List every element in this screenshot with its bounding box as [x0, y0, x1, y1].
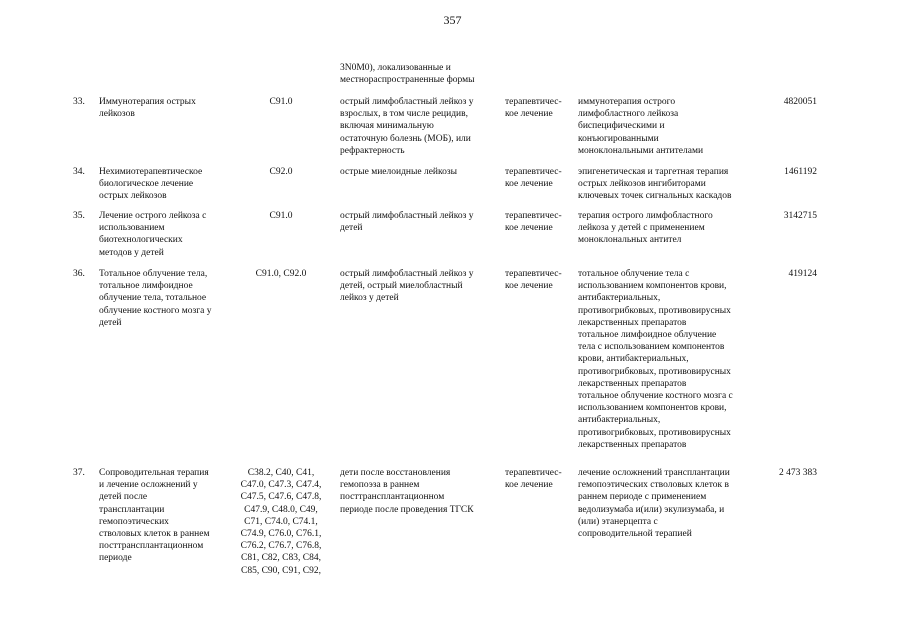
continuation-model-cell: 3N0M0), локализованные и местнораспространенные формы [340, 63, 475, 86]
row-number: 36. [73, 269, 85, 279]
care-type-name: Сопроводительная терапия и лечение осложнений у детей после трансплантации гемопоэтических стволовых клеток в раннем посттрансплантационном периоде [99, 468, 210, 564]
patient-model: острый лимфобластный лейкоз у детей [340, 211, 474, 234]
treatment-method: лечение осложнений трансплантации гемопоэтических стволовых клеток в раннем периоде с применением ведолизумаба и(или) экулизумаба, и (или) этанерцепта с сопроводительной терапией [578, 468, 730, 540]
standard-cost: 3142715 [783, 211, 817, 221]
patient-model: острые миелоидные лейкозы [340, 167, 458, 177]
page-number: 357 [443, 13, 462, 27]
treatment-type: терапевтичес- кое лечение [505, 468, 562, 491]
patient-model: острый лимфобластный лейкоз у детей, острый миелобластный лейкоз у детей [340, 269, 474, 304]
treatment-type: терапевтичес- кое лечение [505, 211, 562, 234]
row-number: 37. [73, 468, 85, 478]
care-type-name: Тотальное облучение тела, тотальное лимфоидное облучение тела, тотальное облучение костного мозга у детей [99, 269, 212, 328]
row-number: 35. [73, 211, 85, 221]
treatment-method: тотальное облучение тела с использованием компонентов крови, антибактериальных, противогрибковых, противовирусных лекарственных препаратов тотальное лимфоидное облучение тела с использованием компонентов крови, антибактериальных, противогрибковых, противовирусных лекарственных препаратов тотальное облучение костного мозга с использованием компонентов крови, антибактериальных, противогрибковых, противовирусных лекарственных препаратов [578, 269, 733, 450]
treatment-method: терапия острого лимфобластного лейкоза у детей с применением моноклональных антител [578, 211, 713, 246]
standard-cost: 419124 [788, 269, 817, 279]
treatment-type: терапевтичес- кое лечение [505, 97, 562, 120]
treatment-method: иммунотерапия острого лимфобластного лейкоза биспецифическими и конъюгированными моноклональными антителами [578, 97, 704, 156]
treatment-type: терапевтичес- кое лечение [505, 269, 562, 292]
standard-cost: 2 473 383 [779, 468, 817, 478]
icd-codes: C38.2, C40, C41, C47.0, C47.3, C47.4, C47.5, C47.6, C47.8, C47.9, C48.0, C49, C71, C74.0, C74.1, C74.9, C76.0, C76.1, C76.2, C76.7, C76.8, C81, C82, C83, C84, C85, C90, C91, C92, [240, 468, 322, 576]
patient-model: острый лимфобластный лейкоз у взрослых, в том числе рецидив, включая минимальную остаточную болезнь (МОБ), или рефрактерность [340, 97, 474, 156]
icd-codes: C91.0 [269, 97, 293, 107]
row-number: 33. [73, 97, 85, 107]
care-type-name: Лечение острого лейкоза с использованием биотехнологических методов у детей [99, 211, 207, 258]
care-type-name: Иммунотерапия острых лейкозов [99, 97, 196, 120]
care-type-name: Нехимиотерапевтическое биологическое лечение острых лейкозов [99, 167, 203, 202]
treatment-type: терапевтичес- кое лечение [505, 167, 562, 190]
row-number: 34. [73, 167, 85, 177]
icd-codes: C91.0, C92.0 [255, 269, 307, 279]
icd-codes: C92.0 [269, 167, 293, 177]
standard-cost: 4820051 [783, 97, 817, 107]
standard-cost: 1461192 [784, 167, 817, 177]
treatment-method: эпигенетическая и таргетная терапия острых лейкозов ингибиторами ключевых точек сигнальных каскадов [578, 167, 732, 202]
icd-codes: C91.0 [269, 211, 293, 221]
patient-model: дети после восстановления гемопоэза в раннем посттрансплантационном периоде после проведения ТГСК [340, 468, 474, 515]
